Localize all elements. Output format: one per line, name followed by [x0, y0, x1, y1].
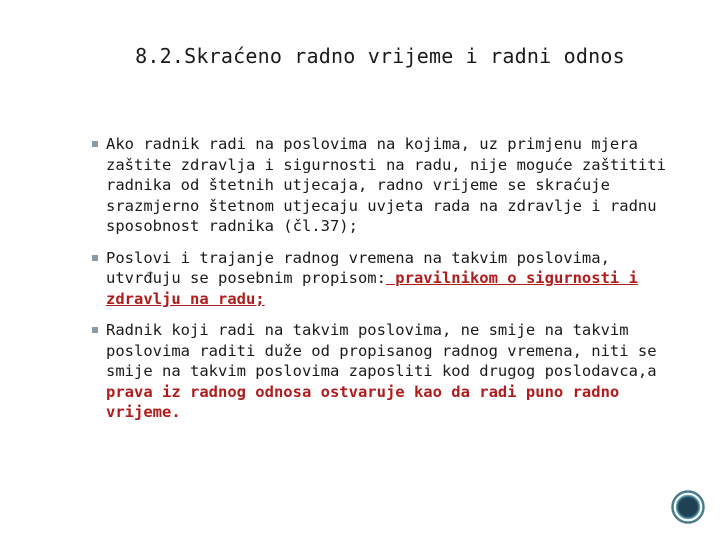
- square-bullet-icon: [92, 327, 98, 333]
- circle-button-icon[interactable]: [671, 490, 705, 524]
- bullet-text: Radnik koji radi na takvim poslovima, ne smije na takvim poslovima raditi duže od propisanog radnog vremena, niti se smije na takvim poslovima zaposliti kod drugog poslodavca,a: [106, 321, 657, 380]
- list-item: [92, 248, 682, 310]
- slide-title: 8.2.Skraćeno radno vrijeme i radni odnos: [135, 44, 625, 68]
- square-bullet-icon: [92, 141, 98, 147]
- bullet-highlight: prava iz radnog odnosa ostvaruje kao da radi puno radno vrijeme.: [106, 382, 620, 421]
- bullet-list: [92, 134, 682, 434]
- bullet-text: Poslovi i trajanje radnog vremena na takvim poslovima, utvrđuju se posebnim propisom:: [106, 248, 610, 287]
- list-item: [92, 320, 682, 423]
- bullet-text: Ako radnik radi na poslovima na kojima, uz primjenu mjera zaštite zdravlja i sigurnosti na radu, nije moguće zaštititi radnika od štetnih utjecaja, radno vrijeme se skraćuje srazmjerno štetnom utjecaju uvjeta rada na zdravlje i radnu sposobnost radnika (čl.37);: [106, 135, 666, 235]
- list-item: [92, 134, 682, 237]
- square-bullet-icon: [92, 255, 98, 261]
- bullet-highlight: pravilnikom o sigurnosti i zdravlju na radu;: [106, 269, 638, 308]
